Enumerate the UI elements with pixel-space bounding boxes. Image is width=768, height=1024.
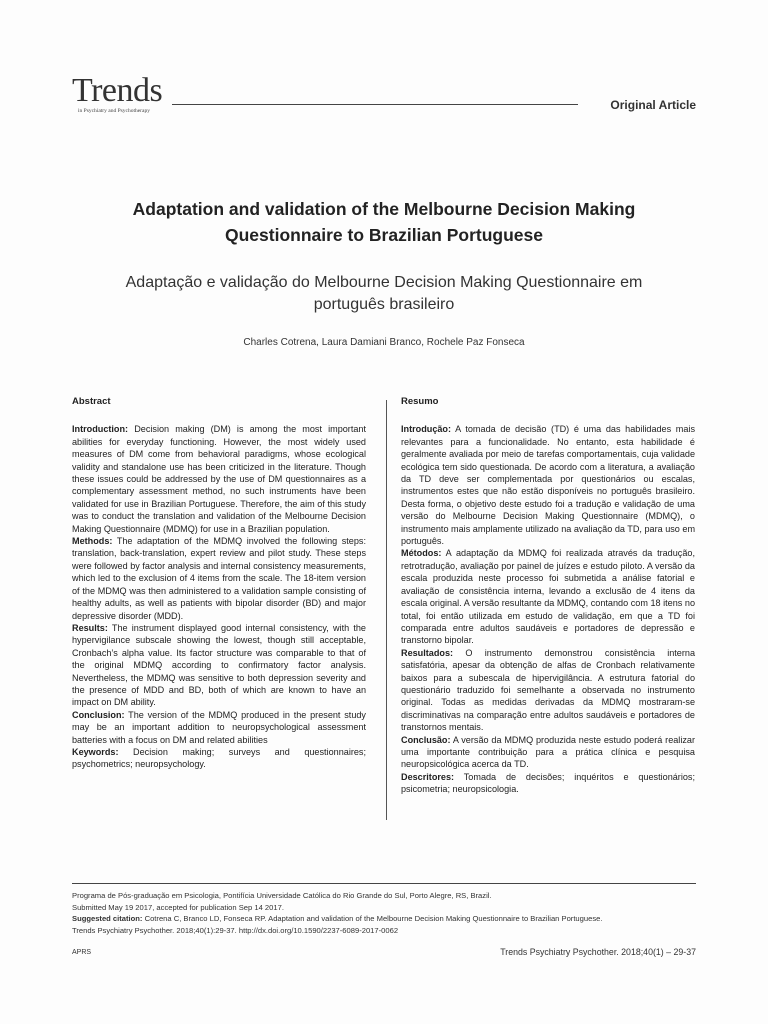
abstract-heading: Abstract <box>72 396 111 407</box>
article-type-label: Original Article <box>610 98 696 112</box>
results-label: Results: <box>72 622 108 633</box>
article-title <box>72 196 696 248</box>
title-line-2: Questionnaire to Brazilian Portuguese <box>225 225 543 245</box>
subtitle-line-1: Adaptação e validação do Melbourne Decision Making Questionnaire em <box>125 274 643 291</box>
abstract-conclusion <box>72 709 366 746</box>
column-divider <box>386 400 387 820</box>
subtitle-line-2: português brasileiro <box>313 296 455 313</box>
introducao-label: Introdução: <box>401 424 452 435</box>
resumo-heading: Resumo <box>401 396 439 407</box>
citation-label: Suggested citation: <box>72 914 143 923</box>
resumo-descritores <box>401 771 695 796</box>
keywords-label: Keywords: <box>72 746 119 757</box>
methods-label: Methods: <box>72 536 113 547</box>
resumo-metodos <box>401 547 695 646</box>
descritores-text: Tomada de decisões; inquéritos e questionários; psicometria; neuropsicologia. <box>401 771 695 795</box>
abstract-column <box>72 396 366 771</box>
resultados-label: Resultados: <box>401 647 454 658</box>
journal-reference: Trends Psychiatry Psychother. 2018;40(1) – 29-37 <box>500 947 696 957</box>
affiliation: Programa de Pós-graduação em Psicologia, Pontifícia Universidade Católica do Rio Grande do Sul, Porto Alegre, RS, Brazil. <box>72 891 492 900</box>
citation-text: Cotrena C, Branco LD, Fonseca RP. Adaptation and validation of the Melbourne Decision Making Questionnaire to Brazilian Portuguese. <box>144 914 603 923</box>
footer-rule <box>72 883 696 884</box>
introduction-text: Decision making (DM) is among the most important abilities for everyday functioning. However, the most widely used measures of DM come from behavioral paradigms, whose ecological validity and standalone use has been criticized in the literature. Though these issues could be addressed by the use of DM questionnaires as a complementary assessment method, no such instruments have been validated for use in Brazilian Portuguese. Therefore, the aim of this study was to conduct the translation and validation of the Melbourne Decision Making Questionnaire (MDMQ) for use in a Brazilian population. <box>72 424 367 534</box>
conclusao-label: Conclusão: <box>401 734 451 745</box>
methods-text: The adaptation of the MDMQ involved the following steps: translation, back-translation, expert review and pilot study. These steps were followed by factor analysis and internal consistency measurements, which led to the exclusion of 4 items from the scale. The 18-item version of the MDMQ was then administered to a validation sample consisting of healthy adults, as well as patients with bipolar disorder (BD) and major depressive disorder (MDD). <box>72 536 366 621</box>
citation-doi: Trends Psychiatry Psychother. 2018;40(1):29-37. http://dx.doi.org/10.1590/2237-6089-2017-0062 <box>72 925 399 935</box>
abstract-keywords <box>72 746 366 771</box>
resultados-text: O instrumento demonstrou consistência interna satisfatória, apesar da obtenção de alfas de Cronbach relativamente baixos para a subescala de hipervigilância. A estrutura fatorial do questionário traduzido foi semelhante a observada no instrumento original. Todas as medidas derivadas da MDMQ mostraram-se discriminativas na comparação entre adultos saudáveis e portadores de transtornos mentais. <box>401 647 696 733</box>
resumo-resultados <box>401 647 695 734</box>
keywords-text: Decision making; surveys and questionnaires; psychometrics; neuropsychology. <box>72 746 366 770</box>
abstract-results <box>72 622 366 709</box>
submission-dates: Submitted May 19 2017, accepted for publication Sep 14 2017. <box>72 902 284 912</box>
conclusion-label: Conclusion: <box>72 709 125 720</box>
title-line-1: Adaptation and validation of the Melbourne Decision Making <box>132 199 636 219</box>
descritores-label: Descritores: <box>401 771 455 782</box>
journal-logo-subtitle: in Psychiatry and Psychotherapy <box>78 108 150 114</box>
publisher-label: APRS <box>72 949 92 956</box>
metodos-text: A adaptação da MDMQ foi realizada através da tradução, retrotradução, avaliação por painel de juízes e estudo piloto. A versão da escala produzida neste processo foi submetida a análise fatorial e avaliação de consistência interna, levando a exclusão de 4 itens da escala original. A versão resultante da MDMQ, contando com 18 itens no total, foi então utilizada em estudo de validação, em que a TD foi comparada entre adultos saudáveis e portadores de depressão e transtorno bipolar. <box>401 548 695 646</box>
conclusao-text: A versão da MDMQ produzida neste estudo poderá realizar uma importante contribuição para a prática clínica e pesquisa neuropsicológica acerca da TD. <box>401 734 695 770</box>
conclusion-text: The version of the MDMQ produced in the present study may be an important addition to neuropsychological assessment batteries with a focus on DM and related abilities <box>72 709 366 745</box>
abstract-introduction <box>72 423 366 535</box>
introduction-label: Introduction: <box>72 424 129 435</box>
abstract-methods <box>72 535 366 622</box>
author-list: Charles Cotrena, Laura Damiani Branco, Rochele Paz Fonseca <box>243 337 525 348</box>
introducao-text: A tomada de decisão (TD) é uma das habilidades mais relevantes para a funcionalidade. No entanto, esta habilidade é geralmente avaliada por meio de tarefas comportamentais, cuja validade ecológica tem sido questionada. De acordo com a literatura, a avaliação da TD deve ser complementada por questionários ou escalas, instrumentos estes que não estão disponíveis no português brasileiro. Desta forma, o objetivo deste estudo foi a tradução e validação de uma versão do Melbourne Decision Making Questionnaire (MDMQ), o instrumento mais amplamente utilizado na avaliação da TD, para uso em português. <box>401 424 696 547</box>
suggested-citation <box>72 913 696 925</box>
article-footnotes <box>72 890 696 936</box>
results-text: The instrument displayed good internal consistency, with the hypervigilance subscale showing the lowest, though still acceptable, Cronbach’s alpha value. Its factor structure was comparable to that of the original MDMQ according to confirmatory factor analysis. Nevertheless, the MDMQ was sensitive to both depression severity and the presence of MDD and BD, both of which are known to have an impact on DM ability. <box>72 622 366 708</box>
resumo-introducao <box>401 423 695 547</box>
journal-header <box>72 74 696 120</box>
resumo-conclusao <box>401 734 695 771</box>
metodos-label: Métodos: <box>401 548 442 559</box>
header-rule <box>172 104 578 105</box>
resumo-column <box>401 396 695 796</box>
journal-logo: Trends <box>72 72 163 109</box>
article-title-portuguese <box>72 272 696 316</box>
